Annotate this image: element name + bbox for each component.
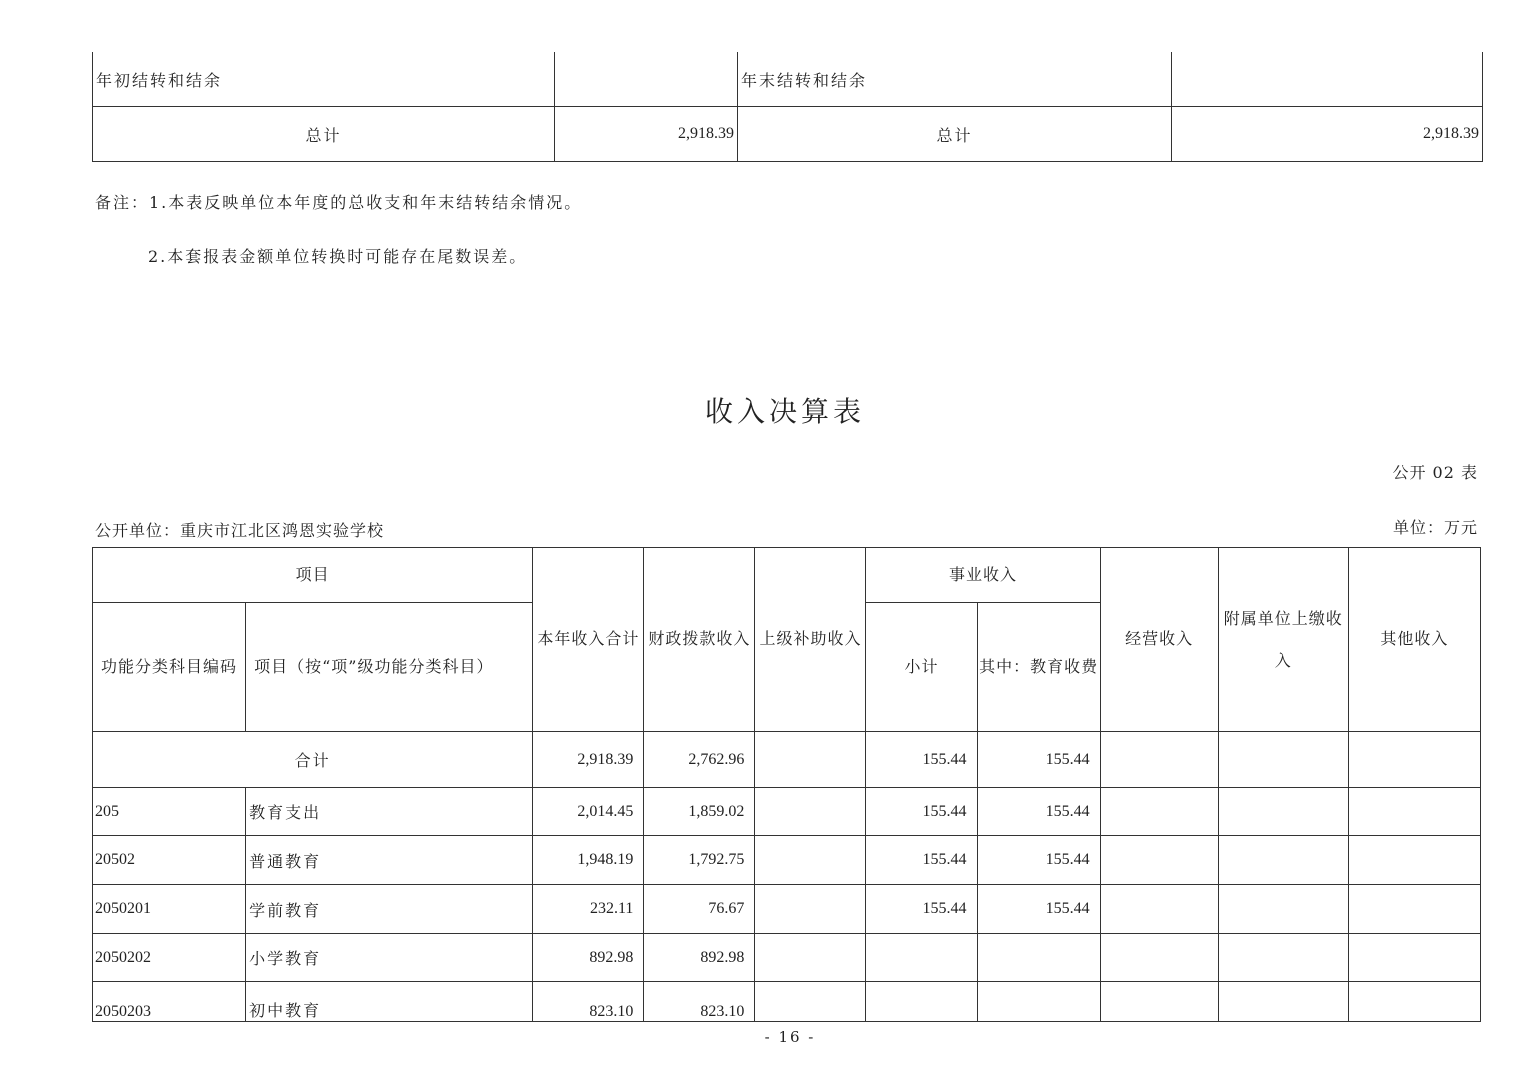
cell-code: 2050202 [93, 934, 246, 982]
summary-total-right-label: 总计 [738, 107, 1172, 162]
header-item: 项目（按“项”级功能分类科目） [246, 603, 533, 732]
cell-fiscal: 76.67 [644, 885, 755, 934]
total-total: 2,918.39 [533, 732, 644, 788]
table-row [93, 836, 1481, 885]
page-title: 收入决算表 [704, 395, 865, 428]
cell-code: 205 [93, 788, 246, 836]
cell-code: 2050203 [93, 982, 246, 1022]
cell-total: 2,014.45 [533, 788, 644, 836]
header-business: 经营收入 [1100, 548, 1218, 732]
cell-edu-fee [977, 982, 1100, 1022]
header-row-1 [93, 548, 1481, 603]
table-row [93, 934, 1481, 982]
total-business [1100, 732, 1218, 788]
total-superior [755, 732, 866, 788]
total-other [1348, 732, 1480, 788]
cell-edu-fee [977, 934, 1100, 982]
cell-affiliated [1218, 982, 1348, 1022]
total-edu-fee: 155.44 [977, 732, 1100, 788]
header-superior: 上级补助收入 [755, 548, 866, 732]
cell-superior [755, 934, 866, 982]
cell-other [1348, 934, 1480, 982]
cell-business [1100, 934, 1218, 982]
cell-item: 初中教育 [246, 982, 533, 1022]
summary-total-left-value: 2,918.39 [555, 107, 738, 162]
summary-total-left-label: 总计 [93, 107, 555, 162]
cell-fiscal: 1,859.02 [644, 788, 755, 836]
total-label: 合计 [93, 732, 533, 788]
header-edu-fee: 其中：教育收费 [977, 603, 1100, 732]
header-subtotal: 小计 [866, 603, 977, 732]
cell-business [1100, 885, 1218, 934]
cell-affiliated [1218, 934, 1348, 982]
cell-affiliated [1218, 788, 1348, 836]
summary-total-right-value: 2,918.39 [1172, 107, 1483, 162]
header-code: 功能分类科目编码 [93, 603, 246, 732]
header-other: 其他收入 [1348, 548, 1480, 732]
cell-fiscal: 892.98 [644, 934, 755, 982]
total-affiliated [1218, 732, 1348, 788]
cell-business [1100, 836, 1218, 885]
cell-item: 普通教育 [246, 836, 533, 885]
cell-total: 1,948.19 [533, 836, 644, 885]
cell-edu-fee: 155.44 [977, 885, 1100, 934]
cell-subtotal: 155.44 [866, 885, 977, 934]
cell-subtotal [866, 982, 977, 1022]
cell-affiliated [1218, 836, 1348, 885]
cell-other [1348, 982, 1480, 1022]
note-line-1: 备注：1.本表反映单位本年度的总收支和年末结转结余情况。 [95, 193, 583, 212]
cell-business [1100, 982, 1218, 1022]
cell-edu-fee: 155.44 [977, 836, 1100, 885]
table-row [93, 788, 1481, 836]
cell-code: 20502 [93, 836, 246, 885]
cell-item: 小学教育 [246, 934, 533, 982]
income-table [92, 547, 1481, 1022]
cell-subtotal [866, 934, 977, 982]
summary-row-total [93, 107, 1483, 162]
cell-subtotal: 155.44 [866, 788, 977, 836]
cell-total: 892.98 [533, 934, 644, 982]
cell-other [1348, 836, 1480, 885]
cell-total: 232.11 [533, 885, 644, 934]
cell-total: 823.10 [533, 982, 644, 1022]
total-row [93, 732, 1481, 788]
note-line-2: 2.本套报表金额单位转换时可能存在尾数误差。 [148, 247, 528, 266]
header-career: 事业收入 [866, 548, 1100, 603]
table-row [93, 885, 1481, 934]
total-subtotal: 155.44 [866, 732, 977, 788]
cell-superior [755, 885, 866, 934]
total-fiscal: 2,762.96 [644, 732, 755, 788]
currency-unit: 单位：万元 [1392, 518, 1478, 537]
cell-subtotal: 155.44 [866, 836, 977, 885]
cell-other [1348, 788, 1480, 836]
header-fiscal: 财政拨款收入 [644, 548, 755, 732]
reporting-unit: 公开单位：重庆市江北区鸿恩实验学校 [95, 521, 385, 540]
table-row [93, 982, 1481, 1022]
cell-superior [755, 982, 866, 1022]
summary-left-label: 年初结转和结余 [93, 52, 555, 107]
header-affiliated: 附属单位上缴收入 [1218, 548, 1348, 732]
cell-business [1100, 788, 1218, 836]
header-project: 项目 [93, 548, 533, 603]
cell-superior [755, 836, 866, 885]
summary-row-carryover [93, 52, 1483, 107]
summary-table [92, 52, 1483, 162]
summary-left-value [555, 52, 738, 107]
cell-fiscal: 823.10 [644, 982, 755, 1022]
cell-superior [755, 788, 866, 836]
page-number: - 16 - [764, 1028, 816, 1046]
summary-right-value [1172, 52, 1483, 107]
income-rows [93, 788, 1481, 1022]
summary-right-label: 年末结转和结余 [738, 52, 1172, 107]
cell-edu-fee: 155.44 [977, 788, 1100, 836]
cell-fiscal: 1,792.75 [644, 836, 755, 885]
cell-code: 2050201 [93, 885, 246, 934]
cell-other [1348, 885, 1480, 934]
table-code: 公开 02 表 [1392, 463, 1478, 482]
cell-item: 教育支出 [246, 788, 533, 836]
header-total: 本年收入合计 [533, 548, 644, 732]
cell-affiliated [1218, 885, 1348, 934]
cell-item: 学前教育 [246, 885, 533, 934]
